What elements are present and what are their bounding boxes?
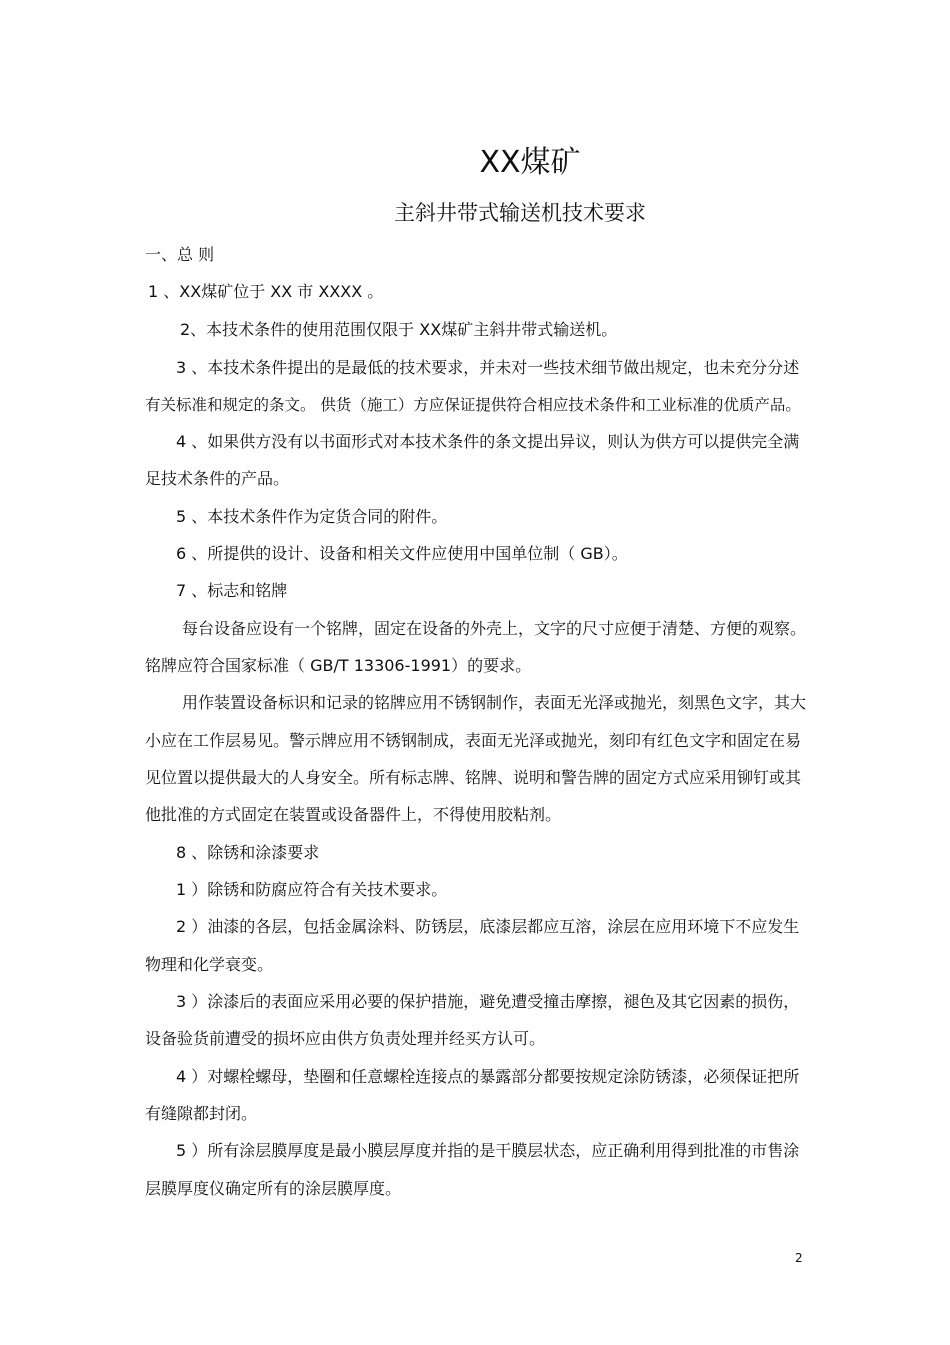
paragraph-line: 7 、标志和铭牌	[176, 581, 288, 600]
paragraph-line: 足技术条件的产品。	[145, 469, 290, 488]
paragraph-line: 3 ）涂漆后的表面应采用必要的保护措施，避免遭受撞击摩擦，褪色及其它因素的损伤，	[176, 992, 800, 1011]
paragraph-line: 8 、除锈和涂漆要求	[176, 843, 320, 862]
page-number: 2	[795, 1251, 803, 1265]
paragraph-line: 6 、所提供的设计、设备和相关文件应使用中国单位制（ GB）。	[176, 544, 628, 563]
paragraph-line: 见位置以提供最大的人身安全。所有标志牌、铭牌、说明和警告牌的固定方式应采用铆钉或其	[145, 768, 802, 787]
paragraph-line: 有关标准和规定的条文。 供货（施工）方应保证提供符合相应技术条件和工业标准的优质产品。	[145, 396, 801, 414]
paragraph-line: 用作装置设备标识和记录的铭牌应用不锈钢制作，表面无光泽或抛光，刻黑色文字，其大	[182, 693, 807, 712]
document-subtitle: 主斜井带式输送机技术要求	[394, 201, 646, 225]
paragraph-line: 5 、本技术条件作为定货合同的附件。	[176, 507, 448, 526]
paragraph-line: 层膜厚度仪确定所有的涂层膜厚度。	[145, 1179, 402, 1198]
paragraph-line: 物理和化学衰变。	[145, 955, 274, 974]
paragraph-line: 1 ）除锈和防腐应符合有关技术要求。	[176, 880, 448, 899]
paragraph-line: 1 、XX煤矿位于 XX 市 XXXX 。	[148, 282, 384, 301]
paragraph-line: 有缝隙都封闭。	[145, 1104, 258, 1123]
section-heading-general: 一、总 则	[145, 245, 215, 264]
paragraph-line: 4 ）对螺栓螺母，垫圈和任意螺栓连接点的暴露部分都要按规定涂防锈漆，必须保证把所	[176, 1067, 800, 1086]
paragraph-line: 2 ）油漆的各层，包括金属涂料、防锈层，底漆层都应互溶，涂层在应用环境下不应发生	[176, 917, 800, 936]
paragraph-line: 铭牌应符合国家标准（ GB/T 13306-1991）的要求。	[145, 656, 532, 675]
paragraph-line: 5 ）所有涂层膜厚度是最小膜层厚度并指的是干膜层状态，应正确利用得到批准的市售涂	[176, 1141, 800, 1160]
paragraph-line: 设备验货前遭受的损坏应由供方负责处理并经买方认可。	[145, 1029, 546, 1048]
document-title: XX煤矿	[479, 145, 581, 180]
paragraph-line: 小应在工作层易见。警示牌应用不锈钢制成，表面无光泽或抛光，刻印有红色文字和固定在易	[145, 731, 802, 750]
paragraph-line: 2、本技术条件的使用范围仅限于 XX煤矿主斜井带式输送机。	[180, 320, 618, 339]
paragraph-line: 4 、如果供方没有以书面形式对本技术条件的条文提出异议，则认为供方可以提供完全满	[176, 432, 800, 451]
paragraph-line: 3 、本技术条件提出的是最低的技术要求，并未对一些技术细节做出规定，也未充分分述	[176, 358, 800, 377]
paragraph-line: 他批准的方式固定在装置或设备器件上，不得使用胶粘剂。	[145, 805, 562, 824]
paragraph-line: 每台设备应设有一个铭牌，固定在设备的外壳上，文字的尺寸应便于清楚、方便的观察。	[182, 619, 807, 638]
